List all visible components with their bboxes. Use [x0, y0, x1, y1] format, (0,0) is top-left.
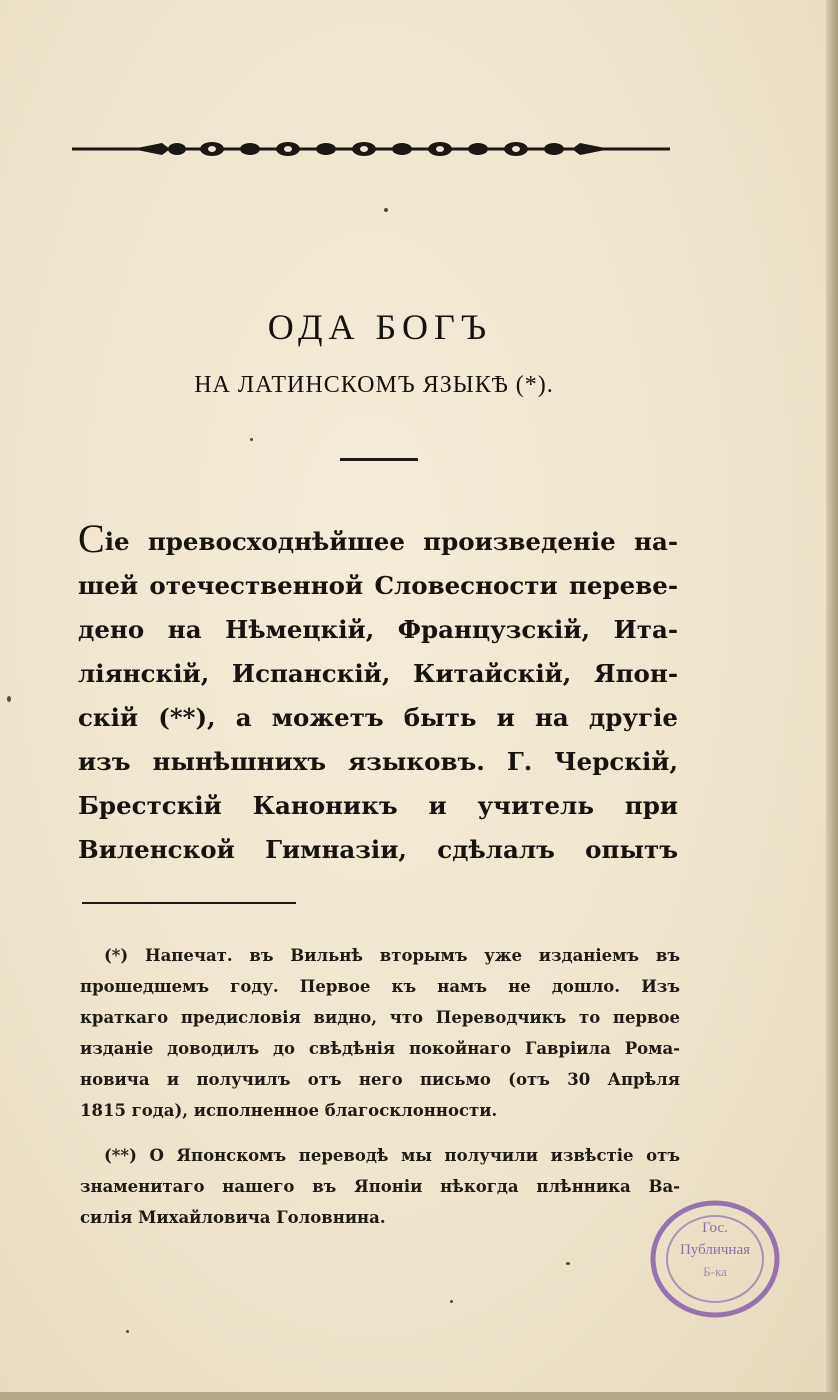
footnote-2-line-2: знаменитаго нашего въ Японiи нѣкогда плѣнника Ва- — [80, 1177, 680, 1196]
page-title: ОДА БОГЪ — [267, 307, 493, 347]
paper-speck — [7, 696, 11, 702]
footnote-1-line-3: краткаго предисловiя видно, что Переводчикъ то первое — [80, 1008, 680, 1027]
footnote-1-line-2: прошедшемъ году. Первое къ намъ не дошло. Изъ — [80, 977, 680, 996]
paper-speck — [450, 1300, 453, 1303]
body-line-5: скій (**), а можетъ быть и на другiе — [78, 703, 678, 732]
paper-speck — [566, 1262, 570, 1265]
body-line-7: Брестскій Каноникъ и учитель при — [78, 791, 678, 820]
stamp-text-2: Публичная — [679, 1242, 751, 1258]
footnote-2-line-3: силiя Михайловича Головнина. — [80, 1208, 386, 1227]
body-line-6: изъ нынѣшнихъ языковъ. Г. Черскій, — [78, 747, 678, 776]
body-line-8: Виленской Гимназiи, сдѣлалъ опытъ — [78, 835, 678, 864]
page-subtitle: НА ЛАТИНСКОМЪ ЯЗЫКѢ (*). — [194, 372, 554, 398]
body-paragraph — [78, 516, 678, 872]
stamp-text-3: Б-ка — [703, 1264, 727, 1279]
body-line-4: лiянскій, Испанскій, Китайскій, Япон- — [78, 659, 678, 688]
drop-cap: С — [78, 516, 105, 561]
footnote-rule — [82, 902, 296, 904]
stamp-text-1: Гос. — [702, 1220, 728, 1236]
footnote-2-line-1: (**) О Японскомъ переводѣ мы получили извѣстіе отъ — [104, 1146, 680, 1165]
title-rule — [340, 458, 418, 461]
paper-speck — [384, 208, 388, 212]
body-line-3: дено на Нѣмецкій, Французскій, Ита- — [78, 615, 678, 644]
footnote-1-line-1: (*) Напечат. въ Вильнѣ вторымъ уже изданiемъ въ — [104, 946, 680, 965]
library-stamp — [646, 1196, 784, 1322]
footnote-1-line-5: новича и получилъ отъ него письмо (отъ 30 Апрѣля — [80, 1070, 680, 1089]
footnote-1-line-4: изданiе доводилъ до свѣдѣнія покойнаго Гаврiила Рома- — [80, 1039, 680, 1058]
footnote-1-line-6: 1815 года), исполненное благосклонности. — [80, 1101, 498, 1120]
ornament-divider — [72, 138, 670, 160]
page-edge — [826, 0, 838, 1400]
body-line-2: шей отечественной Словесности переве- — [78, 571, 678, 600]
page-edge-bottom — [0, 1392, 838, 1400]
body-line-1: Сie превосходнѣйшее произведенie на- — [78, 516, 678, 561]
paper-speck — [250, 438, 253, 441]
footnotes — [80, 940, 680, 1233]
paper-speck — [126, 1330, 129, 1333]
